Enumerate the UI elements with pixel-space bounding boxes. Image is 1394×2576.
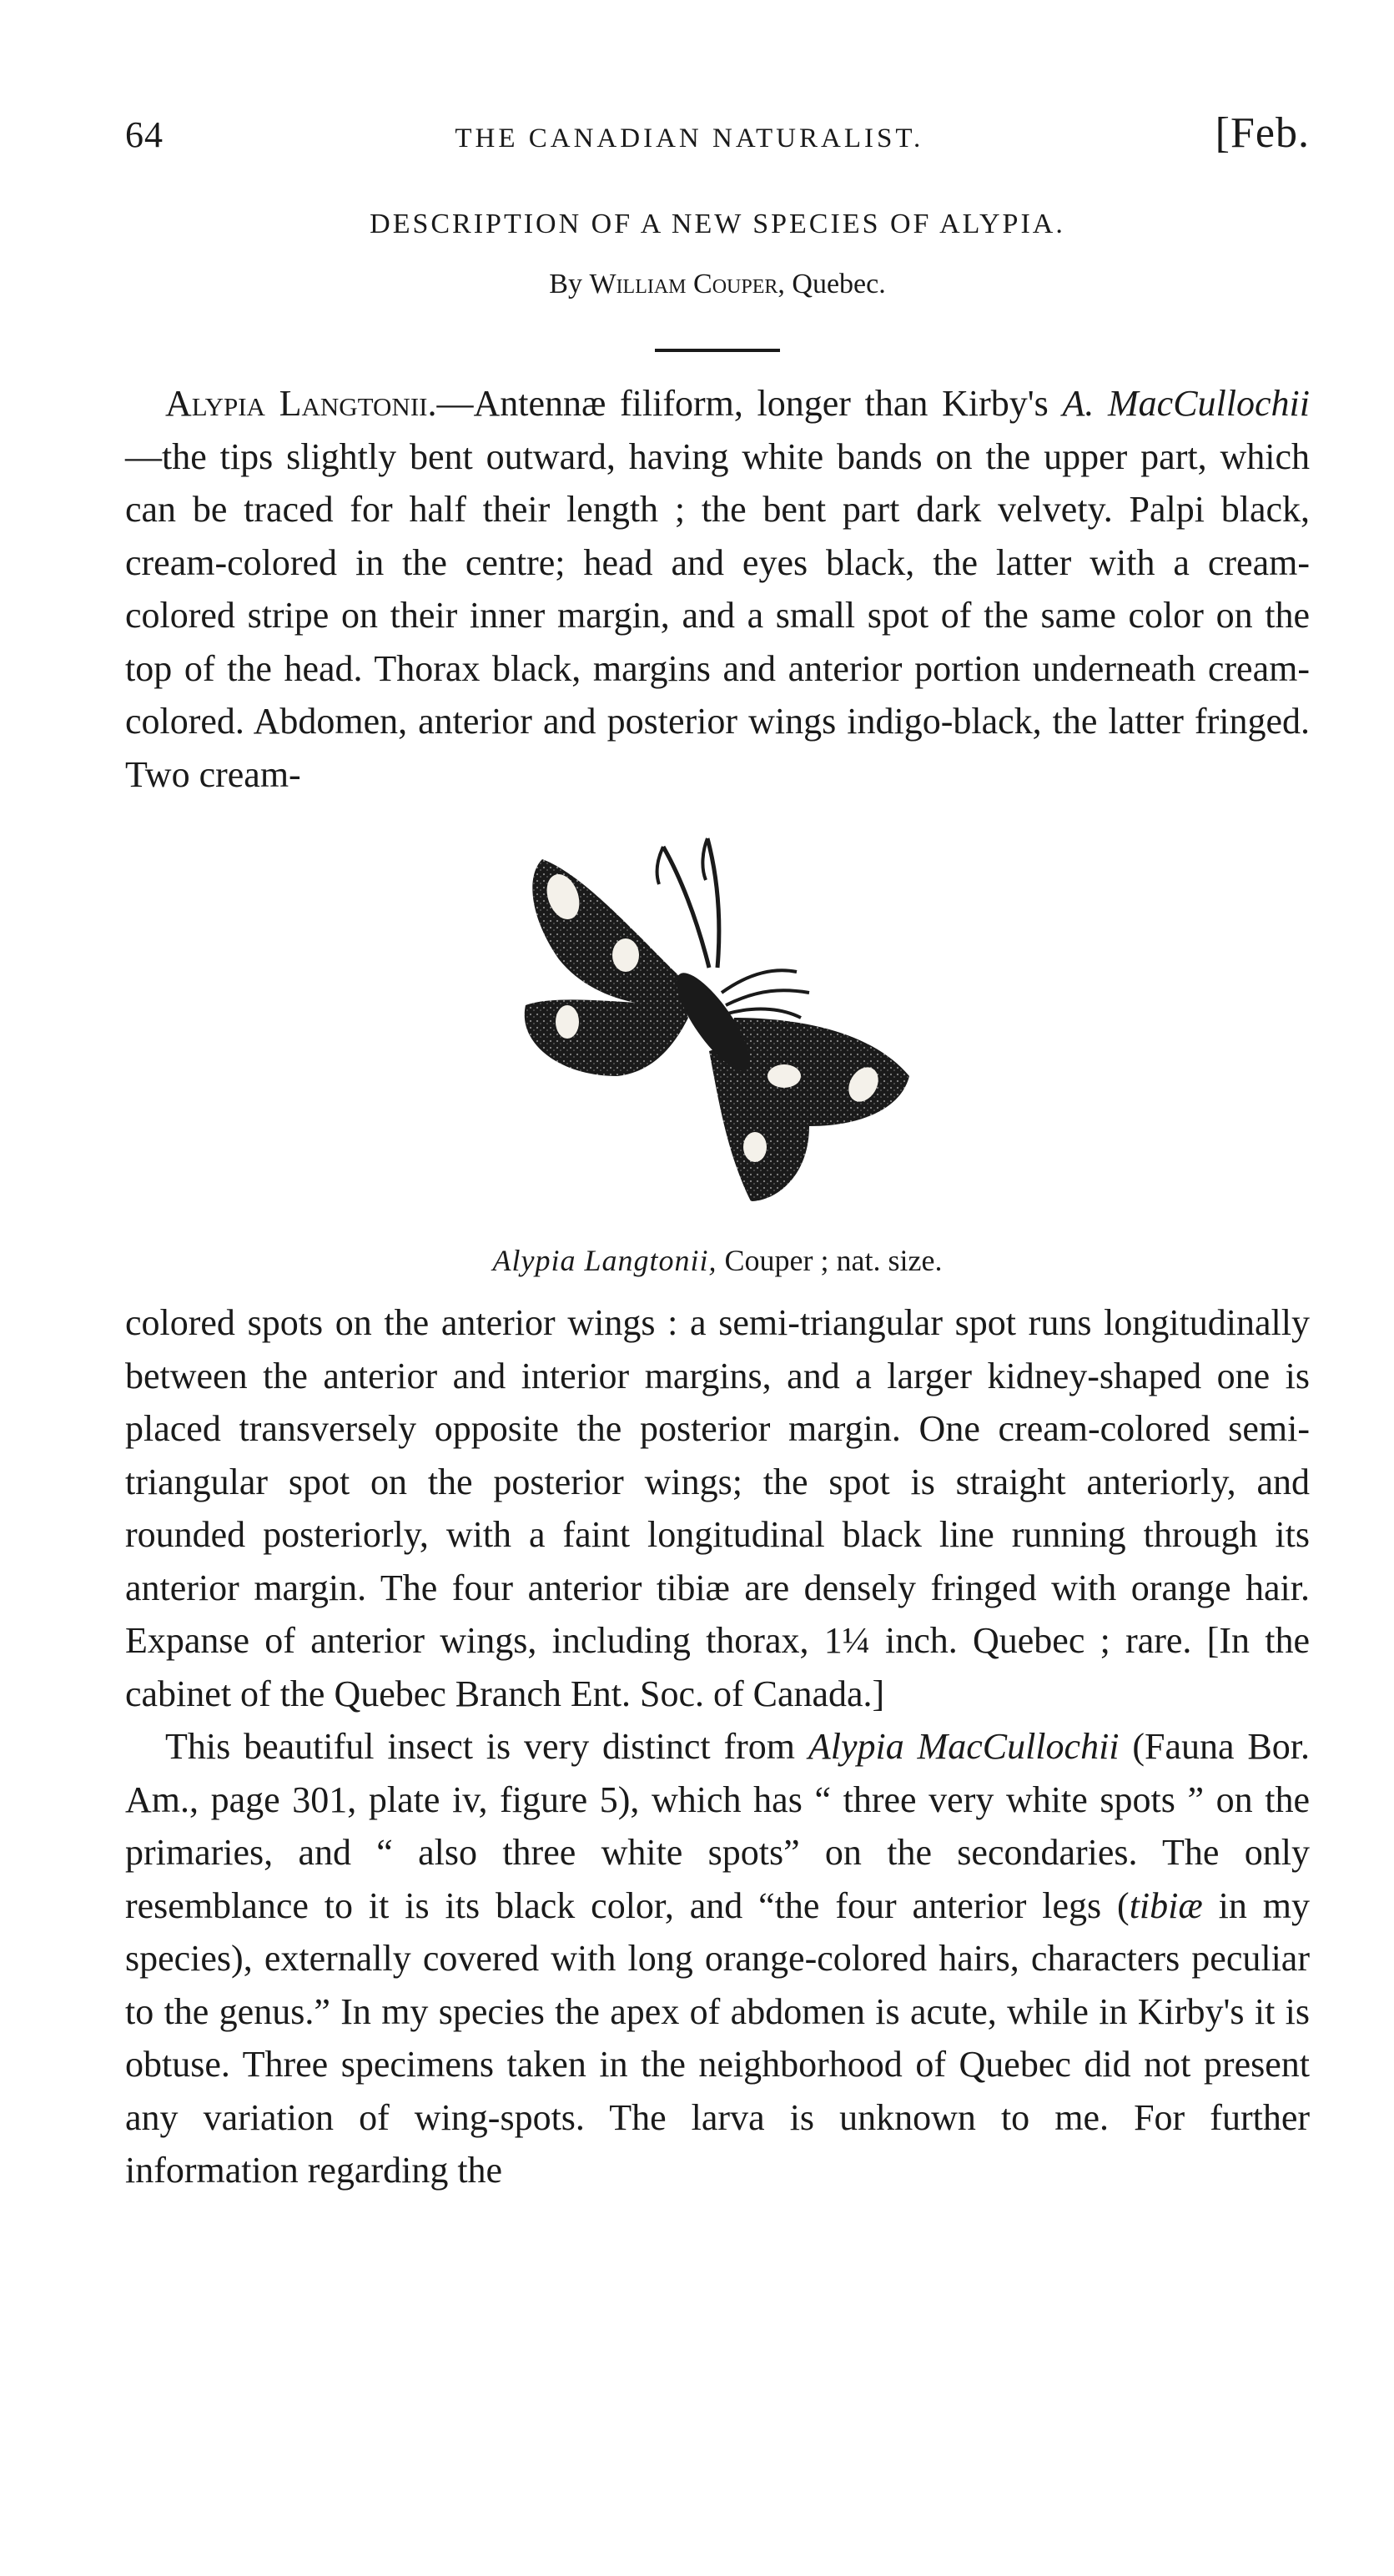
document-page xyxy=(125,108,1310,2197)
description-text-b: —the tips slightly bent outward, having white bands on the upper part, which can be traced for half their length ; the bent part dark velvety. Palpi black, cream-colored in the centre; head and eyes black, the latter with a cream-colored stripe on their inner margin, and a small spot of the same color on the top of the head. Thorax black, margins and anterior portion underneath cream-colored. Abdomen, anterior and posterior wings indigo-black, the latter fringed. Two cream- xyxy=(125,435,1310,795)
byline-suffix: , Quebec. xyxy=(778,269,886,299)
comparison-tibiae: tibiæ xyxy=(1129,1884,1203,1926)
byline xyxy=(125,269,1310,300)
caption-rest: Couper ; nat. size. xyxy=(717,1244,943,1277)
comparison-text-c: in my species), externally covered with long orange-colored hairs, characters peculiar to the genus.” In my species the apex of abdomen is acute, while in Kirby's it is obtuse. Three specimens taken in the neighborhood of Quebec did not present any variation of wing-spots. The larva is unknown to me. For further information regarding the xyxy=(125,1884,1310,2191)
continuation-text: colored spots on the anterior wings : a semi-triangular spot runs longitudinally between the anterior and interior margins, and a larger kidney-shaped one is placed transversely opposite the posterior margin. One cream-colored semi-triangular spot on the posterior wings; the spot is straight anteriorly, and rounded posteriorly, with a faint longitudinal black line running through its anterior margin. The four anterior tibiæ are densely fringed with orange hair. Expanse of anterior wings, including thorax, 1¼ inch. Quebec ; rare. [In the cabinet of the Quebec Branch Ent. Soc. of Canada.] xyxy=(125,1302,1310,1714)
figure-caption xyxy=(125,1243,1310,1278)
journal-title: THE CANADIAN NATURALIST. xyxy=(455,123,924,153)
caption-species: Alypia Langtonii, xyxy=(492,1244,717,1277)
reference-species: A. MacCullochii xyxy=(1062,383,1310,424)
running-head xyxy=(125,108,1310,158)
moth-illustration-icon xyxy=(509,826,926,1218)
comparison-text-a: This beautiful insect is very distinct from xyxy=(165,1726,808,1767)
description-paragraph xyxy=(125,377,1310,801)
description-continuation xyxy=(125,1296,1310,1720)
comparison-paragraph xyxy=(125,1720,1310,2197)
comparison-text-b: (Fauna Bor. Am., page 301, plate iv, figure 5), which has “ three very white spots ” on the primaries, and “ also three white spots” on the secondaries. The only resemblance to it is its black color, and “the four anterior legs ( xyxy=(125,1726,1310,1926)
description-text-a: —Antennæ filiform, longer than Kirby's xyxy=(436,383,1063,424)
author-name: William Couper xyxy=(589,269,778,299)
comparison-species: Alypia MacCullochii xyxy=(808,1726,1120,1767)
byline-prefix: By xyxy=(549,269,582,299)
page-number: 64 xyxy=(125,114,164,155)
figure xyxy=(125,826,1310,1218)
species-name: Alypia Langtonii. xyxy=(165,383,437,424)
article-title: DESCRIPTION OF A NEW SPECIES OF ALYPIA. xyxy=(370,209,1065,239)
issue-date: [Feb. xyxy=(1215,109,1310,157)
title-divider xyxy=(655,349,780,352)
